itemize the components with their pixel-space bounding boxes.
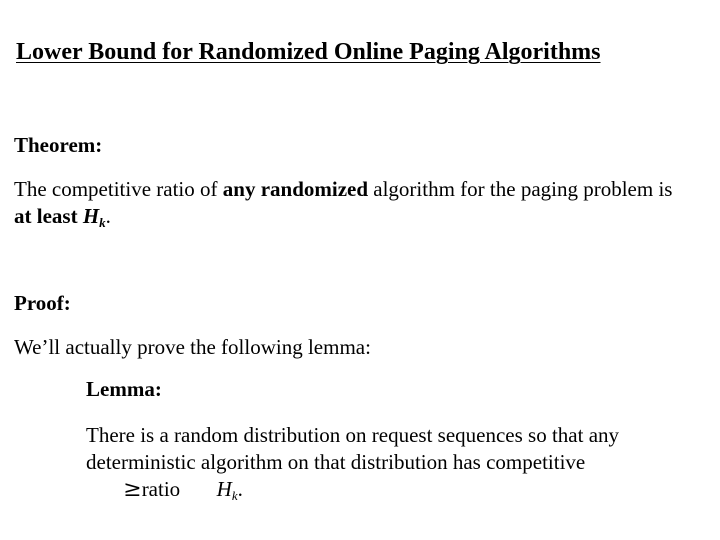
lemma-harmonic-h: H [216,477,232,501]
lemma-heading: Lemma: [86,377,162,401]
proof-text: We’ll actually prove the following lemma: [14,335,371,359]
lemma-text: There is a random distribution on request sequences so that any deterministic algorithm on that distribution has competitive [86,423,620,474]
theorem-emphasis-at-least: at least [14,204,83,228]
lemma-period: . [237,477,243,501]
lemma-harmonic-subscript: k [231,488,238,503]
theorem-statement [14,176,674,236]
proof-heading: Proof: [14,291,71,315]
theorem-text-2: algorithm for the paging problem is [368,177,673,201]
lemma-statement [86,422,706,509]
theorem-period: . [105,204,111,228]
theorem-harmonic-subscript: k [99,215,106,230]
theorem-heading: Theorem: [14,133,103,157]
theorem-emphasis-any-randomized: any randomized [222,177,369,201]
slide-title: Lower Bound for Randomized Online Paging Algorithms [16,39,601,65]
lemma-ratio-word: ratio [141,477,181,501]
theorem-text-1: The competitive ratio of [14,177,223,201]
theorem-harmonic-h: H [82,204,100,228]
greater-equal-symbol: ≥ [123,477,142,502]
